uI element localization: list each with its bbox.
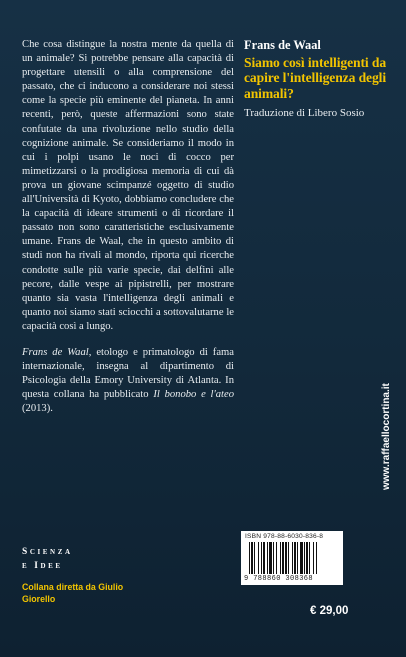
barcode-bar [254, 542, 255, 574]
barcode-bar [280, 542, 281, 574]
bio-author-name: Frans de Waal [22, 346, 89, 358]
series-line-2: e Idee [22, 561, 63, 571]
barcode-bar [300, 542, 303, 574]
barcode-bar [288, 542, 289, 574]
ean-digits: 9 788860 308368 [244, 575, 314, 583]
barcode-bar [263, 542, 265, 574]
barcode-icon [249, 542, 335, 574]
back-cover-blurb [22, 38, 234, 416]
barcode-bar [285, 542, 287, 574]
barcode-bar [269, 542, 272, 574]
barcode-bar [261, 542, 262, 574]
barcode-bar [304, 542, 305, 574]
barcode-bar [282, 542, 284, 574]
barcode-bar [297, 542, 298, 574]
barcode-bar [251, 542, 253, 574]
series-line-1: Scienza [22, 547, 73, 557]
isbn-barcode [241, 531, 343, 585]
barcode-bar [267, 542, 268, 574]
series-editor: Collana diretta da Giulio Giorello [22, 582, 124, 604]
barcode-bar [258, 542, 259, 574]
bio-text: , etologo e primatologo di fama internazionale, insegna al dipartimento di Psicologia della Emory University di Atlanta. In questa collana ha pubblicato [22, 346, 234, 401]
isbn-number: ISBN 978-88-6030-836-8 [245, 533, 324, 540]
barcode-bar [292, 542, 293, 574]
barcode-bar [294, 542, 296, 574]
barcode-bar [273, 542, 274, 574]
title-block [244, 38, 394, 121]
publisher-website: www.raffaellocortina.it [381, 383, 392, 490]
blurb-text: Che cosa distingue la nostra mente da quella di un animale? Si potrebbe pensare alla capacità di progettare utensili o alla comprensione del passato, che ci inducono a considerare noi stessi come la specie più eminente del pianeta. In anni recenti, però, queste affermazioni sono state confutate da una rivoluzione nello studio della cognizione animale. Se consideriamo il modo in cui i polpi usano le noci di cocco per mimetizzarsi o la prodigiosa memoria di cui dà prova un giovane scimpanzé oggetto di studio all'Università di Kyoto, dobbiamo concludere che la capacità di ideare strumenti o di ricordare il passato non sono caratteristiche esclusivamente umane. Frans de Waal, che in questo ambito di studi non ha rivali al mondo, riporta qui ricerche condotte sulle più varie specie, dai delfini alle pecore, dalle vespe ai pipistrelli, per mostrare quanto sia vasta l'intelligenza degli animali e quanto noi siamo stati sciocchi a sottovalutarne le capacità così a lungo. [22, 39, 234, 332]
bio-book-title: Il bonobo e l'ateo [153, 389, 234, 401]
author-bio [22, 346, 234, 416]
book-title: Siamo così intelligenti da capire l'intelligenza degli animali? [244, 55, 387, 101]
book-author: Frans de Waal [244, 38, 321, 52]
barcode-bar [313, 542, 314, 574]
translator-credit: Traduzione di Libero Sosio [244, 107, 365, 120]
bio-year: (2013). [22, 403, 53, 415]
barcode-bar [306, 542, 308, 574]
series-name [22, 545, 73, 573]
barcode-bar [249, 542, 250, 574]
barcode-bar [276, 542, 277, 574]
price: € 29,00 [310, 605, 349, 617]
barcode-bar [309, 542, 310, 574]
barcode-bar [316, 542, 317, 574]
